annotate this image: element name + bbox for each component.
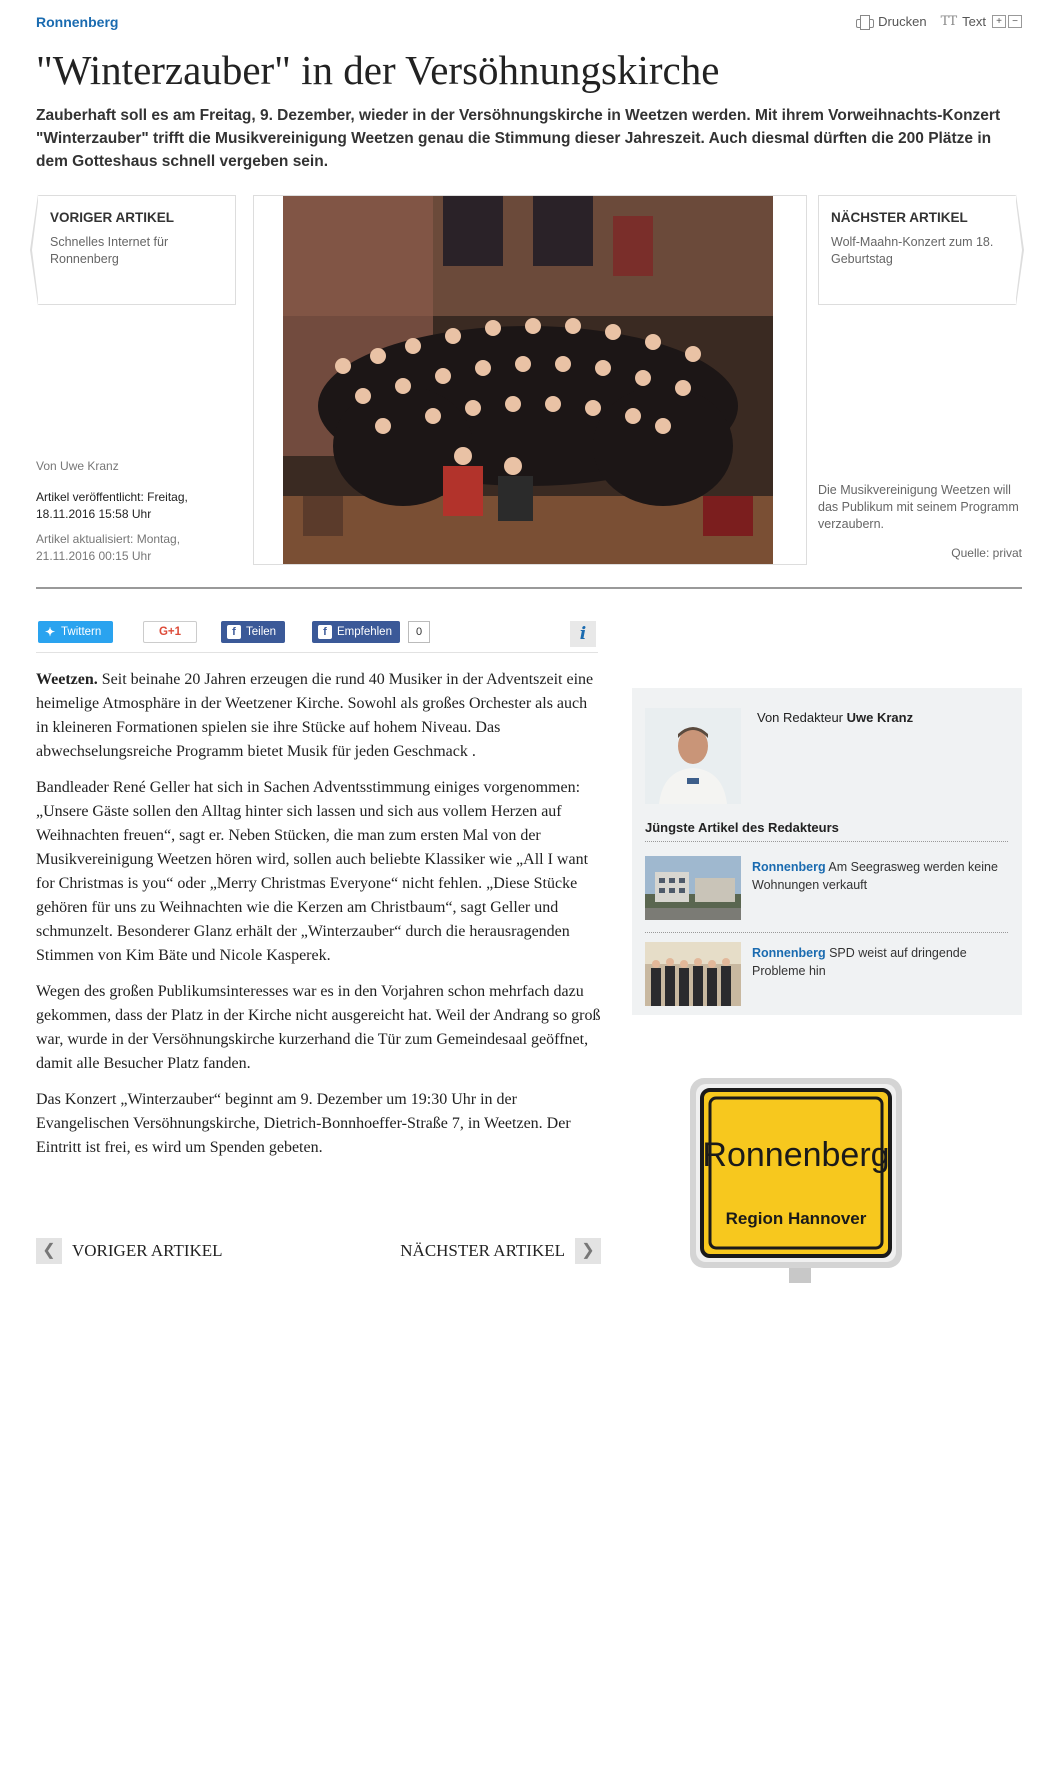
published-date: Artikel veröffentlicht: Freitag, 18.11.2016 15:58 Uhr [36, 490, 188, 521]
recent-article-thumbnail [645, 856, 741, 920]
editor-prefix: Von Redakteur [757, 710, 844, 725]
top-bar [36, 14, 1022, 34]
recent-article-item[interactable] [645, 856, 1008, 920]
twitter-label: Twittern [61, 626, 102, 638]
recent-article-title: SPD weist auf dringende Probleme hin [752, 946, 967, 978]
print-label: Drucken [878, 14, 927, 29]
updated-date: Artikel aktualisiert: Montag, 21.11.2016 00:15 Uhr [36, 532, 181, 563]
article-photo-frame [253, 195, 807, 565]
section-link[interactable]: Ronnenberg [36, 14, 119, 30]
article-paragraph: Bandleader René Geller hat sich in Sachen Adventsstimmung einiges vorgenommen: „Unsere Gäste sollen den Alltag hinter sich lassen und sich aus vollem Herzen auf Weihnachten freuen“, sagt er. Neben Stücken, die man zum ersten Mal von der Musikvereinigung Weetzen hören wird, sollen auch beliebte Klassiker wie „All I want for Christmas is you“ oder „Merry Christmas Everyone“ nicht fehlen. „Diese Stücke gehören für uns zu Weihnachten wie die Kerzen am Christbaum“, sagt Geller und schmunzelt. Besonderer Glanz erhält der „Winterzauber“ durch die herausragenden Stimmen von Kim Bäte und Nicole Kasperek. [36, 779, 589, 964]
bottom-next-article-link[interactable] [400, 1238, 601, 1264]
recent-article-section: Ronnenberg [752, 946, 826, 960]
article-photo[interactable] [283, 196, 773, 564]
increase-text-button[interactable]: + [992, 15, 1006, 28]
recent-articles-heading: Jüngste Artikel des Redakteurs [645, 820, 839, 835]
article-paragraph: Wegen des großen Publikumsinteresses war es in den Vorjahren schon mehrfach dazu gekommen, dass der Platz in der Kirche nicht ausgereicht hat. Weil der Andrang so groß war, wurde in der Versöhnungskirche kurzerhand die Tür zum Gemeindesaal geöffnet, damit alle Besucher Platz fanden. [36, 983, 601, 1072]
recent-article-section: Ronnenberg [752, 860, 826, 874]
chevron-left-icon: ❮ [36, 1238, 62, 1264]
article-body [36, 668, 601, 1172]
article-headline: "Winterzauber" in der Versöhnungskirche [36, 47, 720, 93]
recent-article-text [752, 944, 1002, 980]
sign-town-name: Ronnenberg [702, 1136, 890, 1174]
text-size-label: Text [962, 14, 986, 29]
twitter-button[interactable] [38, 621, 113, 643]
article-paragraph: Das Konzert „Winterzauber“ beginnt am 9. Dezember um 19:30 Uhr in der Evangelischen Versöhnungskirche, Dietrich-Bonnhoeffer-Straße 7, in Weetzen. Der Eintritt ist frei, es wird um Spenden gebeten. [36, 1091, 571, 1156]
info-icon[interactable]: i [570, 621, 596, 647]
google-plus-button[interactable]: G+1 [143, 621, 197, 643]
author-line: Von Uwe Kranz [36, 459, 119, 473]
dateline: Weetzen. [36, 671, 98, 688]
recent-article-text [752, 858, 1002, 894]
editor-name[interactable]: Uwe Kranz [846, 710, 914, 725]
previous-article-label: VORIGER ARTIKEL [50, 210, 175, 225]
bottom-article-nav [36, 1238, 601, 1264]
section-divider [36, 587, 1022, 589]
text-size-control [941, 14, 1022, 29]
facebook-recommend-label: Empfehlen [337, 626, 392, 638]
editor-avatar [645, 708, 741, 804]
recommend-count: 0 [408, 621, 430, 643]
sidebar-separator [645, 841, 1008, 842]
previous-article-title: Schnelles Internet für Ronnenberg [50, 235, 169, 266]
facebook-recommend-button[interactable] [312, 621, 400, 643]
town-sign-image[interactable] [690, 1078, 902, 1283]
text-size-icon: TT [940, 14, 957, 29]
share-bar [36, 621, 598, 653]
next-article-box[interactable] [818, 195, 1016, 305]
decrease-text-button[interactable]: − [1008, 15, 1022, 28]
article-tools [856, 14, 1022, 29]
recent-article-item[interactable] [645, 942, 1008, 1006]
article-paragraph [36, 668, 601, 764]
paragraph-text: Seit beinahe 20 Jahren erzeugen die rund 40 Musiker in der Adventszeit eine heimelige Atmosphäre in der Weetzener Kirche. Sowohl als großes Orchester als auch in kleineren Formationen spielen sie ihre Stücke auf hohem Niveau. Das abwechselungsreiche Programm bietet Musik für jeden Geschmack . [36, 671, 594, 760]
article-meta [36, 458, 236, 565]
previous-article-box[interactable] [38, 195, 236, 305]
next-article-title: Wolf-Maahn-Konzert zum 18. Geburtstag [831, 235, 994, 266]
printer-icon [856, 15, 872, 28]
bottom-previous-article-link[interactable] [36, 1238, 223, 1264]
bottom-previous-label: VORIGER ARTIKEL [72, 1241, 223, 1260]
twitter-bird-icon: ✦ [44, 625, 56, 639]
facebook-share-label: Teilen [246, 626, 277, 638]
bottom-next-label: NÄCHSTER ARTIKEL [400, 1241, 565, 1260]
article-lead: Zauberhaft soll es am Freitag, 9. Dezember, wieder in der Versöhnungskirche in Weetzen werden. Mit ihrem Vorweihnachts-Konzert "Winterzauber" trifft die Musikvereinigung Weetzen genau die Stimmung dieser Jahreszeit. Auch diesmal dürften die 200 Plätze in dem Gotteshaus schnell vergeben sein. [36, 107, 1001, 170]
editor-byline [757, 710, 913, 725]
facebook-icon: f [318, 625, 332, 639]
editor-sidebar [632, 688, 1022, 1015]
photo-credit: Quelle: privat [951, 546, 1022, 560]
next-article-label: NÄCHSTER ARTIKEL [831, 210, 968, 225]
recent-article-title: Am Seegrasweg werden keine Wohnungen verkauft [752, 860, 998, 892]
chevron-right-icon: ❯ [575, 1238, 601, 1264]
print-button[interactable] [856, 14, 926, 29]
recent-article-thumbnail [645, 942, 741, 1006]
sign-region-name: Region Hannover [725, 1209, 867, 1228]
sidebar-separator [645, 932, 1008, 933]
facebook-share-button[interactable] [221, 621, 285, 643]
photo-caption: Die Musikvereinigung Weetzen will das Publikum mit seinem Programm verzaubern. [818, 483, 1019, 531]
facebook-icon: f [227, 625, 241, 639]
